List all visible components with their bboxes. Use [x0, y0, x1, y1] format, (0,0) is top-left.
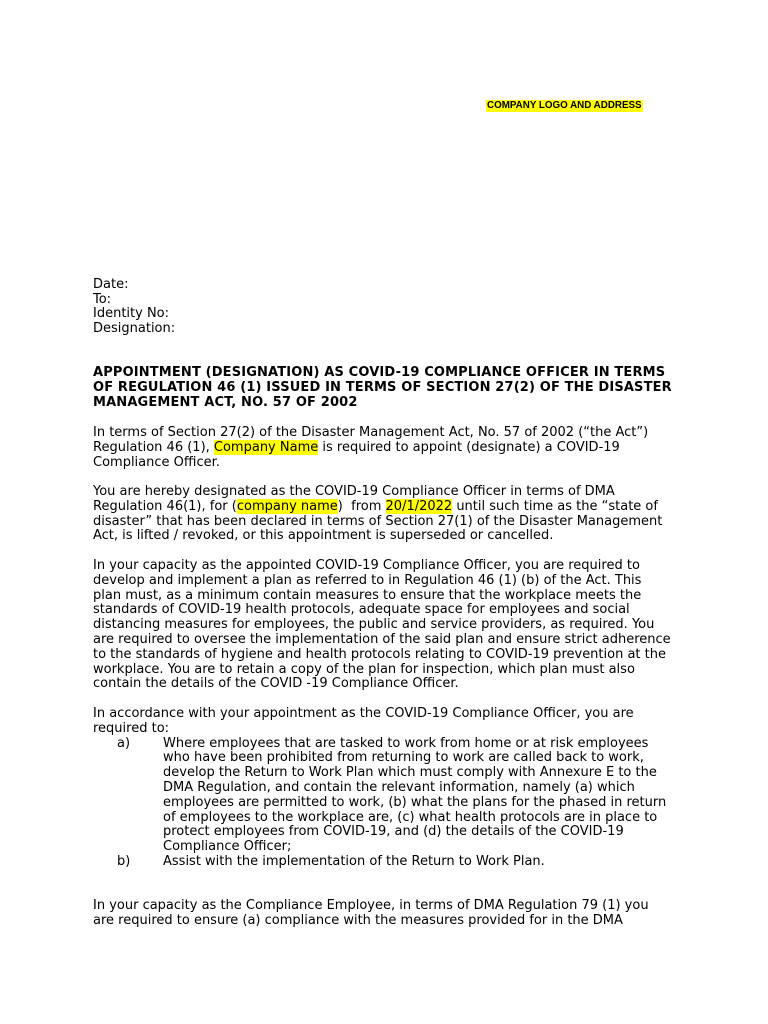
- list-item: [93, 737, 666, 855]
- recipient-fields: [93, 278, 175, 337]
- text-line: contain the details of the COVID -19 Compliance Officer.: [93, 676, 459, 692]
- text-line: Compliance Officer.: [93, 454, 220, 470]
- list-marker: b): [117, 853, 131, 869]
- text-line: You are hereby designated as the COVID-19 Compliance Officer in terms of DMA: [93, 484, 615, 499]
- text-line: to the standards of hygiene and health protocols relating to COVID-19 prevention at the: [93, 646, 666, 662]
- text-line: distancing measures for employees, the public and service providers, as required. You: [93, 617, 655, 633]
- text-line: protect employees from COVID-19, and (d) the details of the COVID-19: [163, 824, 624, 840]
- text-line: Where employees that are tasked to work from home or at risk employees: [163, 735, 649, 751]
- text-line: who have been prohibited from returning to work are called back to work,: [163, 750, 644, 766]
- text-line: In your capacity as the appointed COVID-19 Compliance Officer, you are required to: [93, 558, 640, 573]
- text-line: plan must, as a minimum contain measures to ensure that the workplace meets the: [93, 587, 642, 603]
- text-line: are required to ensure (a) compliance with the measures provided for in the DMA: [93, 912, 623, 928]
- text-line: [93, 500, 662, 515]
- text-line: are required to oversee the implementation of the said plan and ensure strict adherence: [93, 631, 671, 647]
- list-item-text: [163, 737, 666, 855]
- paragraph-legal-basis: [93, 426, 648, 470]
- text-line: disaster” that has been declared in terms of Section 27(1) of the Disaster Management: [93, 513, 663, 529]
- heading-line: APPOINTMENT (DESIGNATION) AS COVID-19 COMPLIANCE OFFICER IN TERMS: [93, 365, 666, 380]
- text-segment: Regulation 46 (1),: [93, 439, 214, 455]
- heading-line: MANAGEMENT ACT, NO. 57 OF 2002: [93, 394, 358, 410]
- text-line: In your capacity as the Compliance Employee, in terms of DMA Regulation 79 (1) you: [93, 898, 649, 913]
- text-line: In accordance with your appointment as the COVID-19 Compliance Officer, you are: [93, 706, 634, 721]
- heading-line: OF REGULATION 46 (1) ISSUED IN TERMS OF SECTION 27(2) OF THE DISASTER: [93, 379, 672, 395]
- to-label: To:: [93, 291, 112, 307]
- text-line: In terms of Section 27(2) of the Disaster Management Act, No. 57 of 2002 (“the Act”): [93, 425, 649, 440]
- paragraph-plan-duties: [93, 559, 671, 692]
- paragraph-compliance-employee: [93, 899, 649, 929]
- text-line: develop and implement a plan as referred to in Regulation 46 (1) (b) of the Act. This: [93, 572, 642, 588]
- designation-label: Designation:: [93, 321, 176, 337]
- text-line: employees are permitted to work, (b) what the plans for the phased in return: [163, 794, 667, 810]
- text-line: [93, 441, 648, 456]
- highlighted-placeholder: Company Name: [213, 439, 319, 455]
- list-item-text: [163, 855, 666, 870]
- text-line: workplace. You are to retain a copy of the plan for inspection, which plan must also: [93, 661, 635, 677]
- text-line: develop the Return to Work Plan which must comply with Annexure E to the: [163, 765, 657, 781]
- text-line: of employees to the workplace are, (c) what health protocols are in place to: [163, 809, 658, 825]
- list-item: [93, 855, 666, 870]
- text-line: standards of COVID-19 health protocols, adequate space for employees and social: [93, 602, 630, 618]
- date-label: Date:: [93, 277, 129, 292]
- text-line: required to:: [93, 720, 170, 736]
- text-line: DMA Regulation, and contain the relevant information, namely (a) which: [163, 779, 635, 795]
- document-heading: [93, 366, 672, 410]
- text-segment: Regulation 46(1), for (: [93, 498, 237, 514]
- list-marker: a): [117, 735, 131, 751]
- identity-no-label: Identity No:: [93, 306, 170, 322]
- text-segment: until such time as the “state of: [452, 498, 658, 514]
- company-logo-address-placeholder: [486, 100, 643, 112]
- highlighted-placeholder: 20/1/2022: [385, 498, 453, 514]
- logo-placeholder-text: COMPANY LOGO AND ADDRESS: [487, 100, 642, 111]
- text-segment: is required to appoint (designate) a COVID-19: [318, 439, 620, 455]
- highlighted-placeholder: company name: [236, 498, 338, 514]
- paragraph-designation: [93, 485, 662, 544]
- text-line: Compliance Officer;: [163, 839, 292, 855]
- text-line: Act, is lifted / revoked, or this appointment is superseded or cancelled.: [93, 528, 554, 544]
- text-line: Assist with the implementation of the Return to Work Plan.: [163, 853, 545, 869]
- paragraph-return-to-work: [93, 707, 666, 870]
- text-segment: ) from: [337, 498, 386, 514]
